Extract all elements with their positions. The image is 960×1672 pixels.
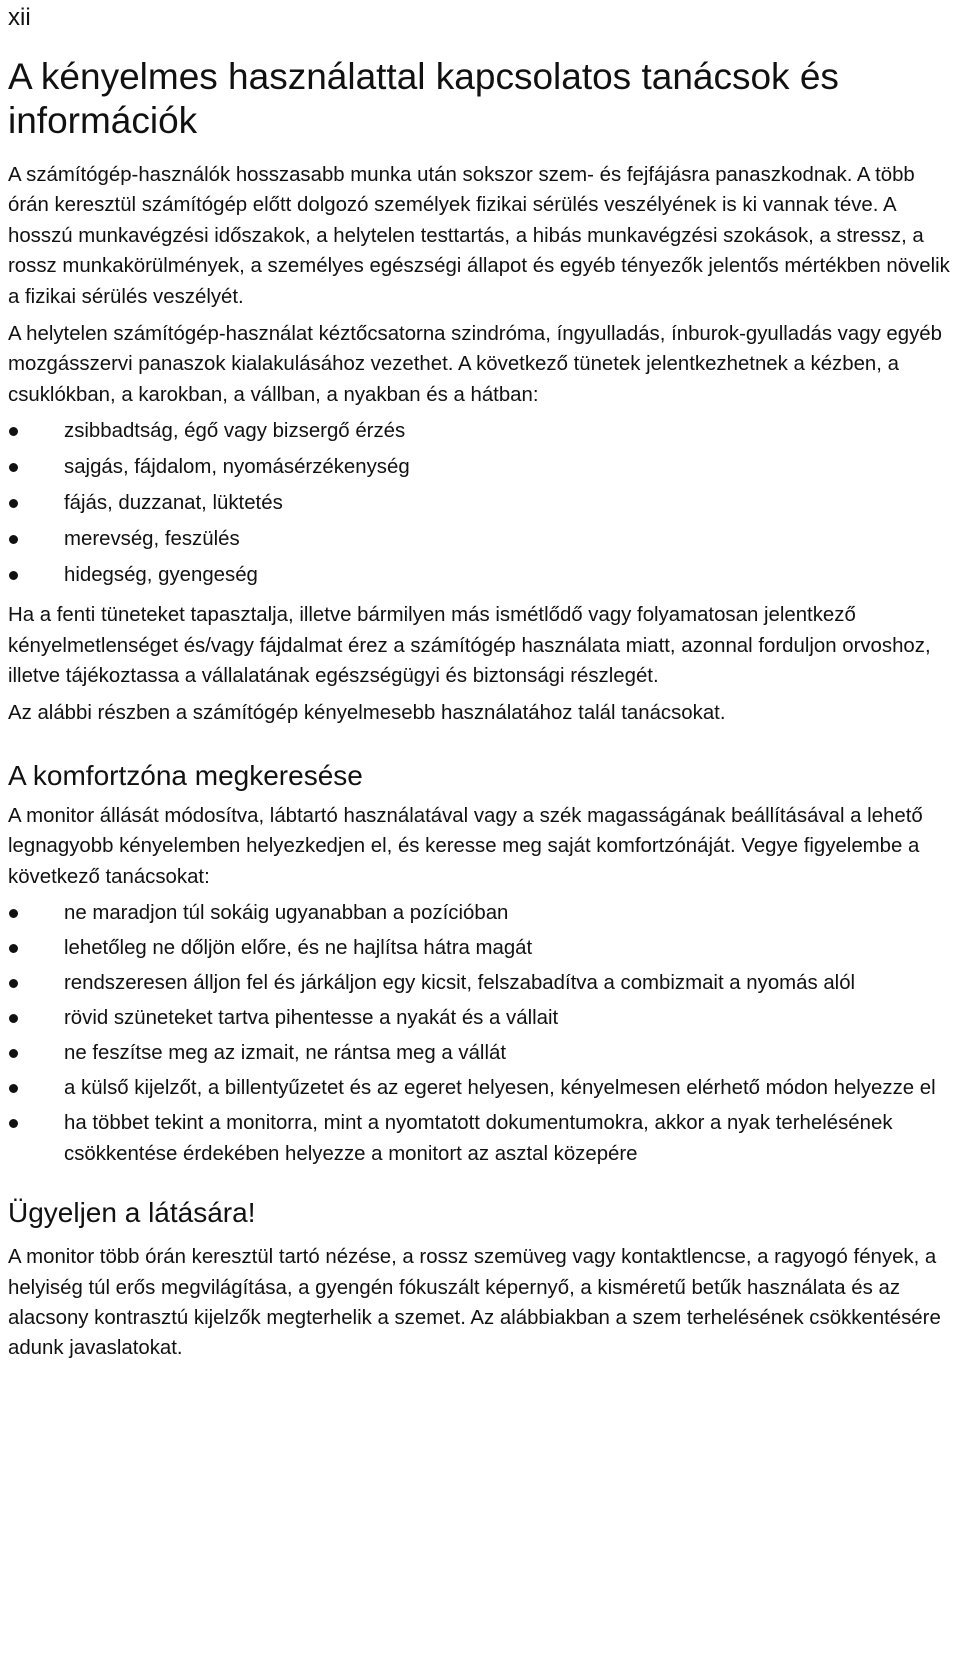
bullet-icon: [9, 944, 18, 953]
list-item: [8, 1073, 952, 1104]
list-item: [8, 452, 952, 483]
section-heading-vision: Ügyeljen a látására!: [8, 1197, 256, 1229]
list-item: [8, 524, 952, 555]
advice-paragraph: Ha a fenti tüneteket tapasztalja, illetve bármilyen más ismétlődő vagy folyamatosan jelentkező kényelmetlenséget és/vagy fájdalmat érez a számítógép használata miatt, azonnal forduljon orvoshoz, illetve tájékoztassa a vállalatának egészségügyi és biztonsági részlegét.: [8, 604, 931, 688]
comfort-tips-list: [8, 898, 952, 1170]
bullet-icon: [9, 535, 18, 544]
list-item: [8, 968, 952, 999]
bullet-icon: [9, 571, 18, 580]
list-item-text: ne feszítse meg az izmait, ne rántsa meg a vállát: [64, 1042, 507, 1065]
comfort-paragraph: A monitor állását módosítva, lábtartó használatával vagy a szék magasságának beállításával a lehető legnagyobb kényelemben helyezkedjen el, és keresse meg saját komfortzónáját. Vegye figyelembe a következő tanácsokat:: [8, 804, 923, 888]
page-title: A kényelmes használattal kapcsolatos tanácsok és információk: [8, 56, 839, 141]
bullet-icon: [9, 499, 18, 508]
document-page: [8, 0, 952, 1364]
symptoms-list: [8, 416, 952, 591]
intro-paragraph: A számítógép-használók hosszasabb munka után sokszor szem- és fejfájásra panaszkodnak. A több órán keresztül számítógép előtt dolgozó személyek fizikai sérülés veszélyének is ki vannak téve. A hosszú munkavégzési időszakok, a helytelen testtartás, a hibás munkavégzési szokások, a stressz, a rossz munkakörülmények, a személyes egészségi állapot és egyéb tényezők jelentős mértékben növelik a fizikai sérülés veszélyét.: [8, 164, 950, 308]
symptoms-paragraph: A helytelen számítógép-használat kéztőcsatorna szindróma, íngyulladás, ínburok-gyulladás vagy egyéb mozgásszervi panaszok kialakulásához vezethet. A következő tünetek jelentkezhetnek a kézben, a csuklókban, a karokban, a vállban, a nyakban és a hátban:: [8, 323, 942, 406]
list-item-text: sajgás, fájdalom, nyomásérzékenység: [64, 456, 410, 479]
tips-intro-paragraph: Az alábbi részben a számítógép kényelmesebb használatához talál tanácsokat.: [8, 702, 726, 725]
list-item-text: a külső kijelzőt, a billentyűzetet és az egeret helyesen, kényelmesen elérhető módon helyezze el: [64, 1077, 936, 1100]
list-item: [8, 488, 952, 519]
list-item: [8, 898, 952, 929]
bullet-icon: [9, 979, 18, 988]
vision-paragraph: A monitor több órán keresztül tartó nézése, a rossz szemüveg vagy kontaktlencse, a ragyogó fények, a helyiség túl erős megvilágítása, a gyengén fókuszált képernyő, a kisméretű betűk használata és az alacsony kontrasztú kijelzők megterhelik a szemet. Az alábbiakban a szem terhelésének csökkentésére adunk javaslatokat.: [8, 1246, 941, 1360]
bullet-icon: [9, 427, 18, 436]
bullet-icon: [9, 463, 18, 472]
bullet-icon: [9, 1084, 18, 1093]
list-item-text: ha többet tekint a monitorra, mint a nyomtatott dokumentumokra, akkor a nyak terhelésének csökkentése érdekében helyezze a monitort az asztal közepére: [64, 1112, 893, 1166]
list-item-text: hidegség, gyengeség: [64, 564, 258, 587]
list-item: [8, 1038, 952, 1069]
bullet-icon: [9, 1119, 18, 1128]
page-number: xii: [8, 4, 31, 31]
list-item-text: zsibbadtság, égő vagy bizsergő érzés: [64, 420, 406, 443]
list-item-text: rendszeresen álljon fel és járkáljon egy kicsit, felszabadítva a combizmait a nyomás alól: [64, 972, 856, 995]
bullet-icon: [9, 909, 18, 918]
list-item-text: lehetőleg ne dőljön előre, és ne hajlítsa hátra magát: [64, 937, 533, 960]
list-item-text: merevség, feszülés: [64, 528, 240, 551]
bullet-icon: [9, 1049, 18, 1058]
list-item: [8, 1108, 952, 1170]
list-item: [8, 933, 952, 964]
section-heading-comfort: A komfortzóna megkeresése: [8, 759, 363, 791]
list-item: [8, 1003, 952, 1034]
list-item: [8, 416, 952, 447]
list-item-text: ne maradjon túl sokáig ugyanabban a pozícióban: [64, 902, 509, 925]
bullet-icon: [9, 1014, 18, 1023]
list-item-text: rövid szüneteket tartva pihentesse a nyakát és a vállait: [64, 1007, 559, 1030]
list-item-text: fájás, duzzanat, lüktetés: [64, 492, 283, 515]
list-item: [8, 560, 952, 591]
